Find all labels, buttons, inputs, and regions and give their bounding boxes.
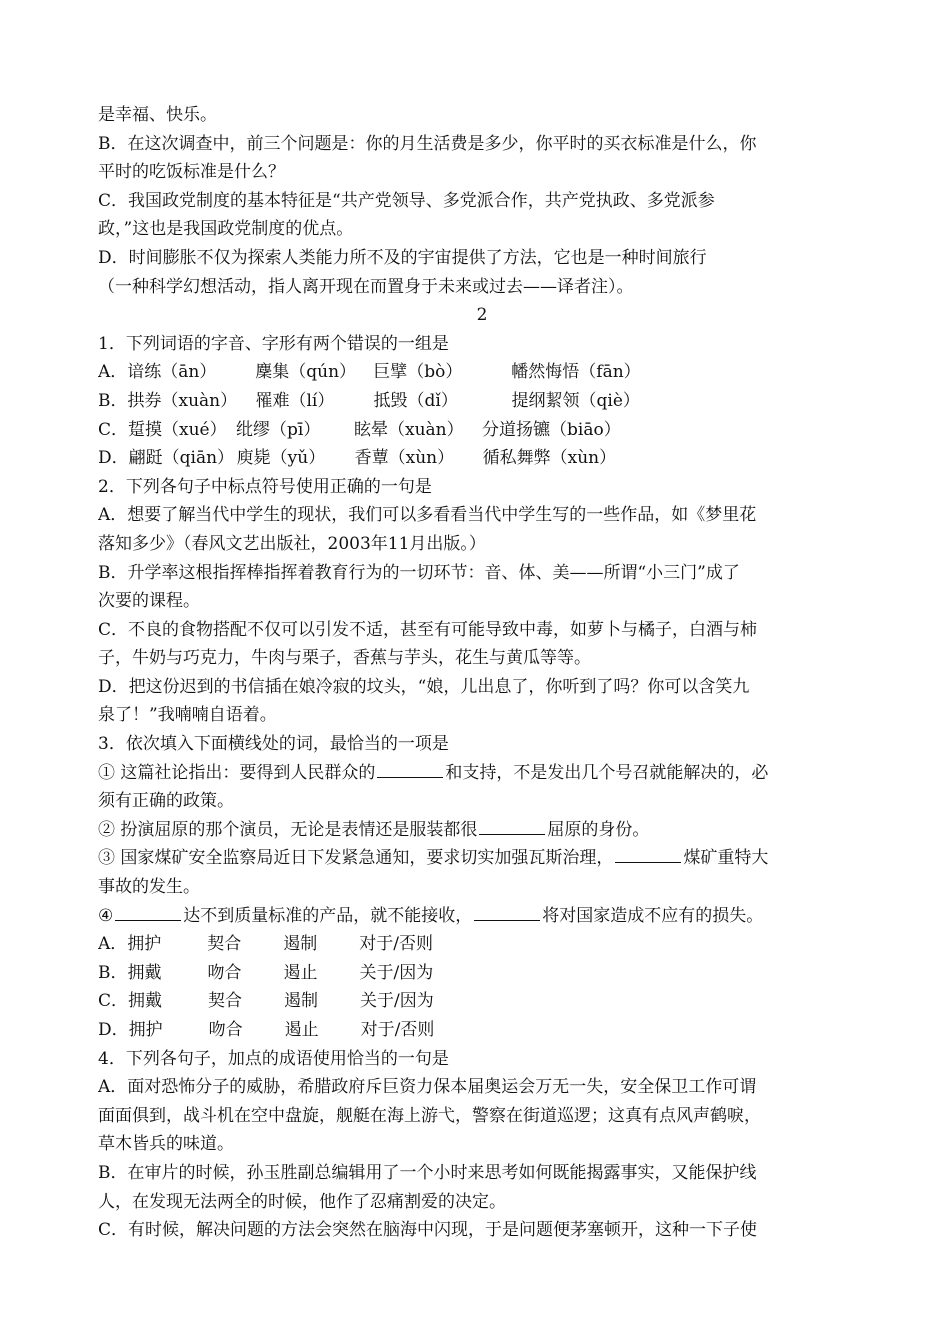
option-item: 对于/否则 (359, 934, 434, 955)
fill-blank (377, 760, 443, 778)
q3-sentence-3 (98, 844, 856, 873)
option-item: 眩晕（xuàn） (354, 419, 464, 440)
text-line: 人，在发现无法两全的时候，他作了忍痛割爱的决定。 (98, 1191, 506, 1212)
option-label: D． (98, 1020, 129, 1040)
text-line: 面面俱到，战斗机在空中盘旋，舰艇在海上游弋，警察在街道巡逻；这真有点风声鹤唳， (98, 1105, 761, 1126)
sentence-text: 屈原的身份。 (547, 819, 650, 840)
option-item: 关于/因为 (360, 991, 434, 1012)
option-item: 谙练（ān） (127, 362, 217, 383)
fill-blank (479, 817, 545, 835)
text-line: C．不良的食物搭配不仅可以引发不适，甚至有可能导致中毒，如萝卜与橘子，白酒与柿 (98, 619, 758, 640)
sentence-text: ① 这篇社论指出：要得到人民群众的 (98, 762, 376, 783)
text-line: 落知多少》（春风文艺出版社，2003年11月出版。） (98, 533, 486, 554)
q1-stem: 1．下列词语的字音、字形有两个错误的一组是 (98, 333, 449, 354)
text-line: D．时间膨胀不仅为探索人类能力所不及的宇宙提供了方法，它也是一种时间旅行 (98, 247, 707, 268)
option-item: 拥护 (128, 1020, 163, 1040)
option-label: A． (98, 934, 128, 955)
text-line: D．把这份迟到的书信插在娘冷寂的坟头，“娘，儿出息了，你听到了吗？你可以含笑九 (98, 676, 750, 697)
q3-stem: 3．依次填入下面横线处的词，最恰当的一项是 (98, 734, 449, 755)
text-line: 草木皆兵的味道。 (98, 1134, 234, 1155)
option-item: 拱券（xuàn） (127, 390, 238, 411)
option-item: 契合 (208, 991, 243, 1012)
q4-stem: 4．下列各句子，加点的成语使用恰当的一句是 (98, 1048, 449, 1069)
option-item: 遏止 (283, 962, 318, 983)
text-line: 须有正确的政策。 (98, 791, 234, 812)
text-line: A．想要了解当代中学生的现状，我们可以多看看当代中学生写的一些作品，如《梦里花 (98, 505, 757, 526)
sentence-text: ② 扮演屈原的那个演员，无论是表情还是服装都很 (98, 819, 478, 840)
section-number: 2 (476, 305, 488, 326)
option-item: 踅摸（xué） (128, 419, 227, 440)
q1-option-d (98, 444, 856, 473)
fill-blank (615, 845, 681, 863)
option-item: 庾毙（yǔ） (236, 448, 326, 469)
option-label: B． (98, 962, 128, 983)
option-label: C． (98, 991, 129, 1012)
option-item: 拥戴 (127, 962, 162, 983)
option-label: B． (98, 390, 128, 411)
option-item: 循私舞弊（xùn） (482, 448, 617, 469)
option-item: 契合 (207, 934, 242, 955)
q1-option-a (98, 358, 856, 387)
option-label: C． (98, 419, 129, 440)
text-line: 次要的课程。 (98, 591, 200, 612)
option-item: 抵毁（dǐ） (373, 390, 458, 411)
option-item: 分道扬镳（biāo） (482, 419, 621, 440)
sentence-text: 和支持，不是发出几个号召就能解决的，必 (445, 762, 769, 783)
option-item: 罹难（lí） (255, 390, 335, 411)
option-item: 对于/否则 (360, 1020, 435, 1040)
option-label: A． (98, 362, 128, 383)
sentence-text: ③ 国家煤矿安全监察局近日下发紧急通知，要求切实加强瓦斯治理， (98, 848, 614, 869)
option-item: 遏制 (284, 991, 319, 1012)
q3-sentence-4 (98, 902, 856, 931)
text-line: 平时的吃饭标准是什么？ (98, 162, 285, 183)
text-line: B．在这次调查中，前三个问题是：你的月生活费是多少，你平时的买衣标准是什么，你 (98, 133, 757, 154)
page-content (98, 101, 856, 1245)
option-item: 拥戴 (128, 991, 163, 1012)
fill-blank (474, 903, 540, 921)
q3-option-a (98, 930, 856, 959)
q3-option-c (98, 987, 856, 1016)
text-line: B．在审片的时候，孙玉胜副总编辑用了一个小时来思考如何既能揭露事实，又能保护线 (98, 1162, 757, 1183)
text-line: 事故的发生。 (98, 877, 200, 898)
q1-option-c (98, 416, 856, 445)
q3-sentence-2 (98, 816, 856, 845)
q3-option-d (98, 1016, 856, 1045)
option-label: D． (98, 448, 129, 469)
q3-option-b (98, 959, 856, 988)
text-line: （一种科学幻想活动，指人离开现在而置身于未来或过去——译者注）。 (98, 276, 634, 297)
option-item: 纰缪（pī） (236, 419, 321, 440)
option-item: 吻合 (208, 1020, 243, 1040)
option-item: 香蕈（xùn） (354, 448, 455, 469)
sentence-text: 达不到质量标准的产品，就不能接收， (183, 905, 473, 926)
text-line: A．面对恐怖分子的威胁，希腊政府斥巨资力保本届奥运会万无一失，安全保卫工作可谓 (98, 1077, 757, 1098)
option-item: 翩跹（qiān） (128, 448, 235, 469)
option-item: 遏止 (284, 1020, 319, 1040)
text-line: C．我国政党制度的基本特征是“共产党领导、多党派合作，共产党执政、多党派参 (98, 190, 715, 211)
text-line: C．有时候，解决问题的方法会突然在脑海中闪现，于是问题便茅塞顿开，这种一下子使 (98, 1220, 758, 1241)
q3-sentence-1 (98, 759, 856, 788)
text-line: B．升学率这根指挥棒指挥着教育行为的一切环节：音、体、美——所谓“小三门”成了 (98, 562, 740, 583)
text-line: 政，”这也是我国政党制度的优点。 (98, 219, 354, 240)
option-item: 拥护 (127, 934, 162, 955)
option-item: 巨擘（bò） (373, 362, 463, 383)
text-line: 是幸福、快乐。 (98, 105, 217, 125)
q1-option-b (98, 387, 856, 416)
option-item: 提纲絜领（qiè） (511, 390, 640, 411)
text-line: 泉了！”我喃喃自语着。 (98, 705, 277, 726)
option-item: 麇集（qún） (255, 362, 357, 383)
sentence-text: 将对国家造成不应有的损失。 (542, 905, 764, 926)
sentence-text: 煤矿重特大 (683, 848, 769, 869)
fill-blank (115, 903, 181, 921)
q2-stem: 2．下列各句子中标点符号使用正确的一句是 (98, 476, 432, 497)
option-item: 关于/因为 (359, 962, 434, 983)
option-item: 吻合 (207, 962, 242, 983)
option-item: 幡然悔悟（fān） (511, 362, 641, 383)
option-item: 遏制 (283, 934, 318, 955)
sentence-text: ④ (98, 905, 114, 926)
text-line: 子，牛奶与巧克力，牛肉与栗子，香蕉与芋头，花生与黄瓜等等。 (98, 648, 591, 669)
